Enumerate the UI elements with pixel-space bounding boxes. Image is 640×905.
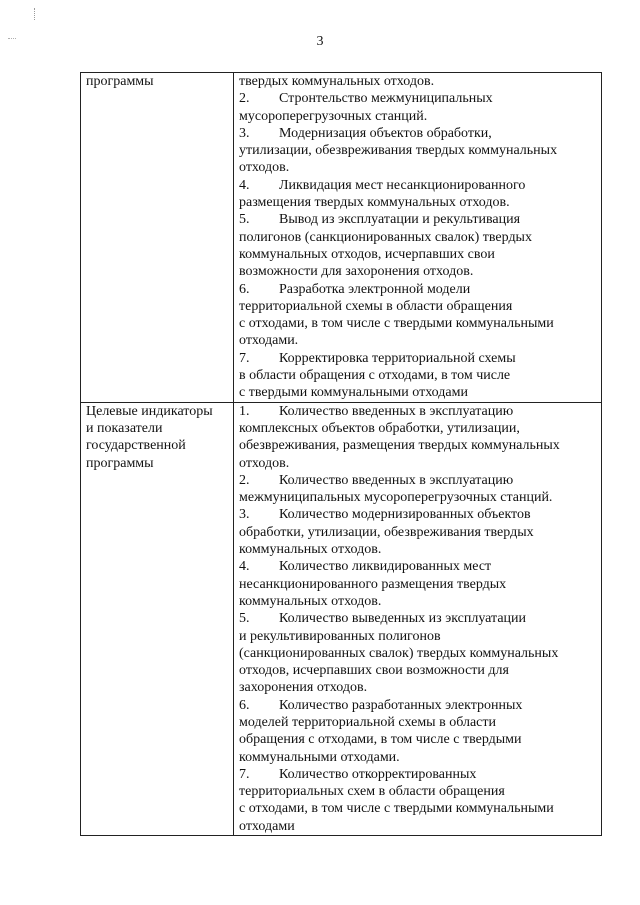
list-item-number: 1. <box>239 403 250 419</box>
list-item-text: возможности для захоронения отходов. <box>239 264 474 280</box>
list-item-line <box>239 593 599 610</box>
list-item-text: с твердыми коммунальными отходами <box>239 385 468 401</box>
list-item-text: размещения твердых коммунальных отходов. <box>239 195 510 211</box>
list-item-line <box>239 714 599 731</box>
list-item-line <box>239 229 599 246</box>
list-item-text: коммунальных отходов, исчерпавших свои <box>239 246 495 262</box>
list-item-number: 2. <box>239 91 250 107</box>
list-item-text: коммунальных отходов. <box>239 542 382 558</box>
list-item-text: Количество введенных в эксплуатацию <box>279 403 514 419</box>
list-item-line <box>239 455 599 472</box>
list-item-text: Количество выведенных из эксплуатации <box>279 611 527 627</box>
list-item-text: захоронения отходов. <box>239 680 368 696</box>
list-item-text: отходами. <box>239 333 299 349</box>
list-item-line <box>239 108 599 125</box>
list-item-line <box>239 697 599 714</box>
list-item-line <box>239 558 599 575</box>
list-item-text: с отходами, в том числе с твердыми коммунальными <box>239 316 554 332</box>
list-item-text: полигонов (санкционированных свалок) твердых <box>239 229 532 245</box>
list-item-text: моделей территориальной схемы в области <box>239 714 496 730</box>
list-item-line <box>239 332 599 349</box>
list-item-line <box>239 679 599 696</box>
list-item-line <box>239 576 599 593</box>
list-item-line <box>239 142 599 159</box>
list-item-line <box>239 731 599 748</box>
list-item-number: 3. <box>239 507 250 523</box>
list-item-line <box>239 298 599 315</box>
list-item-text: (санкционированных свалок) твердых коммунальных <box>239 645 559 661</box>
row-label-cell <box>81 402 234 835</box>
list-item-text: отходами <box>239 818 295 834</box>
list-item-text: утилизации, обезвреживания твердых коммунальных <box>239 143 558 159</box>
list-item-line <box>239 211 599 228</box>
scan-mark <box>34 8 37 20</box>
list-item-number: 7. <box>239 350 250 366</box>
list-item-text: комплексных объектов обработки, утилизации, <box>239 420 520 436</box>
list-item-line <box>239 315 599 332</box>
list-item-line <box>239 73 599 90</box>
list-item-text: территориальных схем в области обращения <box>239 784 505 800</box>
row-content-cell <box>234 402 602 835</box>
list-item-line <box>239 645 599 662</box>
page-number: 3 <box>316 34 324 49</box>
list-item-text: отходов. <box>239 160 290 176</box>
list-item-line <box>239 524 599 541</box>
list-item-text: Ликвидация мест несанкционированного <box>279 177 526 193</box>
list-item-line <box>239 159 599 176</box>
list-item-line <box>239 281 599 298</box>
label-line: и показатели <box>86 420 163 436</box>
list-item-text: обработки, утилизации, обезвреживания твердых <box>239 524 534 540</box>
list-item-line <box>239 818 599 835</box>
passport-table <box>80 72 602 836</box>
row-content-cell <box>234 73 602 403</box>
list-item-text: Модернизация объектов обработки, <box>279 125 492 141</box>
list-item-line <box>239 420 599 437</box>
list-item-line <box>239 610 599 627</box>
list-item-text: обезвреживания, размещения твердых коммунальных <box>239 438 560 454</box>
list-item-line <box>239 246 599 263</box>
list-item-text: Количество разработанных электронных <box>279 697 523 713</box>
list-item-number: 4. <box>239 559 250 575</box>
label-line: программы <box>86 74 154 89</box>
list-item-text: Количество ликвидированных мест <box>279 559 492 575</box>
row-label-cell <box>81 73 234 403</box>
list-item-text: несанкционированного размещения твердых <box>239 576 507 592</box>
list-item-line <box>239 90 599 107</box>
table-row <box>81 73 602 403</box>
list-item-text: мусороперегрузочных станций. <box>239 108 428 124</box>
list-item-text: с отходами, в том числе с твердыми коммунальными <box>239 801 554 817</box>
list-item-number: 6. <box>239 697 250 713</box>
list-item-text: коммунальными отходами. <box>239 749 400 765</box>
list-item-text: коммунальных отходов. <box>239 593 382 609</box>
list-item-line <box>239 662 599 679</box>
list-item-text: в области обращения с отходами, в том числе <box>239 368 511 384</box>
label-line: программы <box>86 455 154 471</box>
list-item-text: отходов, исчерпавших свои возможности для <box>239 663 509 679</box>
list-item-line <box>239 506 599 523</box>
list-item-number: 4. <box>239 177 250 193</box>
list-item-text: межмуниципальных мусороперегрузочных станций. <box>239 490 553 506</box>
list-item-number: 3. <box>239 125 250 141</box>
list-item-line <box>239 749 599 766</box>
list-item-line <box>239 403 599 420</box>
list-item-line <box>239 384 599 401</box>
list-item-text: территориальной схемы в области обращения <box>239 298 513 314</box>
list-item-text: Количество откорректированных <box>279 766 477 782</box>
list-item-text: отходов. <box>239 455 290 471</box>
list-item-text: Вывод из эксплуатации и рекультивация <box>279 212 521 228</box>
list-item-text: обращения с отходами, в том числе с твердыми <box>239 732 522 748</box>
list-item-line <box>239 783 599 800</box>
list-item-line <box>239 263 599 280</box>
list-item-number: 5. <box>239 611 250 627</box>
label-line: государственной <box>86 438 186 454</box>
list-item-number: 2. <box>239 472 250 488</box>
list-item-line <box>239 177 599 194</box>
list-item-line <box>239 472 599 489</box>
list-item-text: Стронтельство межмуниципальных <box>279 91 493 107</box>
list-item-line <box>239 628 599 645</box>
list-item-text: Корректировка территориальной схемы <box>279 350 516 366</box>
list-item-line <box>239 489 599 506</box>
label-line: Целевые индикаторы <box>86 403 213 419</box>
list-item-line <box>239 437 599 454</box>
list-item-line <box>239 541 599 558</box>
list-item-line <box>239 125 599 142</box>
list-item-text: Разработка электронной модели <box>279 281 471 297</box>
list-item-line <box>239 766 599 783</box>
list-item-text: Количество модернизированных объектов <box>279 507 531 523</box>
list-item-text: твердых коммунальных отходов. <box>239 74 435 89</box>
list-item-text: Количество введенных в эксплуатацию <box>279 472 514 488</box>
table-row <box>81 402 602 835</box>
list-item-line <box>239 367 599 384</box>
list-item-line <box>239 350 599 367</box>
list-item-number: 5. <box>239 212 250 228</box>
list-item-line <box>239 194 599 211</box>
list-item-number: 7. <box>239 766 250 782</box>
list-item-number: 6. <box>239 281 250 297</box>
list-item-line <box>239 800 599 817</box>
list-item-text: и рекультивированных полигонов <box>239 628 441 644</box>
